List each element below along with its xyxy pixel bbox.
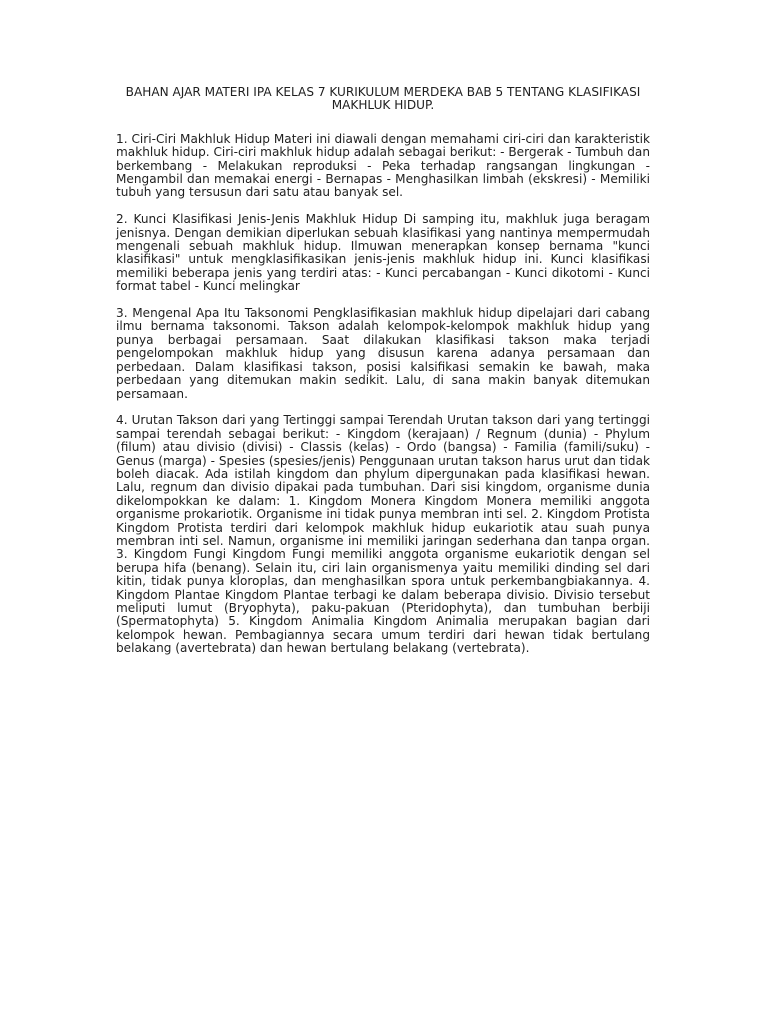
document-title: BAHAN AJAR MATERI IPA KELAS 7 KURIKULUM MERDEKA BAB 5 TENTANG KLASIFIKASI MAKHLUK HIDUP. — [125, 85, 641, 113]
paragraph-taksonomi: 3. Mengenal Apa Itu Taksonomi Pengklasifikasian makhluk hidup dipelajari dari cabang ilmu bernama taksonomi. Takson adalah kelompok-kelompok makhluk hidup yang punya berbagai persamaan. Saat dilakukan klasifikasi takson maka terjadi pengelompokan makhluk hidup yang disusun karena adanya persamaan dan perbedaan. Dalam klasifikasi takson, posisi kalsifikasi semakin ke bawah, maka perbedaan yang ditemukan makin sedikit. Lalu, di sana makin banyak ditemukan persamaan. — [116, 306, 650, 401]
paragraph-ciri-ciri-makhluk-hidup: 1. Ciri-Ciri Makhluk Hidup Materi ini diawali dengan memahami ciri-ciri dan karakteristik makhluk hidup. Ciri-ciri makhluk hidup adalah sebagai berikut: - Bergerak - Tumbuh dan berkembang - Melakukan reproduksi - Peka terhadap rangsangan lingkungan - Mengambil dan memakai energi - Bernapas - Menghasilkan limbah (ekskresi) - Memiliki tubuh yang tersusun dari satu atau banyak sel. — [116, 131, 650, 200]
document-page — [116, 86, 650, 669]
paragraph-urutan-takson: 4. Urutan Takson dari yang Tertinggi sampai Terendah Urutan takson dari yang tertinggi sampai terendah sebagai berikut: - Kingdom (kerajaan) / Regnum (dunia) - Phylum (filum) atau divisio (divisi) - Classis (kelas) - Ordo (bangsa) - Familia (famili/suku) - Genus (marga) - Spesies (spesies/jenis) Penggunaan urutan takson harus urut dan tidak boleh diacak. Ada istilah kingdom dan phylum dipergunakan pada klasifikasi hewan. Lalu, regnum dan divisio dipakai pada tumbuhan. Dari sisi kingdom, organisme dunia dikelompokkan ke dalam: 1. Kingdom Monera Kingdom Monera memiliki anggota organisme prokariotik. Organisme ini tidak punya membran inti sel. 2. Kingdom Protista Kingdom Protista terdiri dari kelompok makhluk hidup eukariotik atau suah punya membran inti sel. Namun, organisme ini memiliki jaringan sederhana dan tanpa organ. 3. Kingdom Fungi Kingdom Fungi memiliki anggota organisme eukariotik dengan sel berupa hifa (benang). Selain itu, ciri lain organismenya yaitu memiliki dinding sel dari kitin, tidak punya kloroplas, dan menghasilkan spora untuk perkembangbiakannya. 4. Kingdom Plantae Kingdom Plantae terbagi ke dalam beberapa divisio. Divisio tersebut meliputi lumut (Bryophyta), paku-pakuan (Pteridophyta), dan tumbuhan berbiji (Spermatophyta) 5. Kingdom Animalia Kingdom Animalia merupakan bagian dari kelompok hewan. Pembagiannya secara umum terdiri dari hewan tidak bertulang belakang (avertebrata) dan hewan bertulang belakang (vertebrata). — [116, 413, 651, 656]
paragraph-kunci-klasifikasi: 2. Kunci Klasifikasi Jenis-Jenis Makhluk Hidup Di samping itu, makhluk juga beragam jenisnya. Dengan demikian diperlukan sebuah klasifikasi yang nantinya mempermudah mengenali sebuah makhluk hidup. Ilmuwan menerapkan konsep bernama "kunci klasifikasi" untuk mengklasifikasikan jenis-jenis makhluk hidup ini. Kunci klasifikasi memiliki beberapa jenis yang terdiri atas: - Kunci percabangan - Kunci dikotomi - Kunci format tabel - Kunci melingkar — [116, 212, 650, 294]
